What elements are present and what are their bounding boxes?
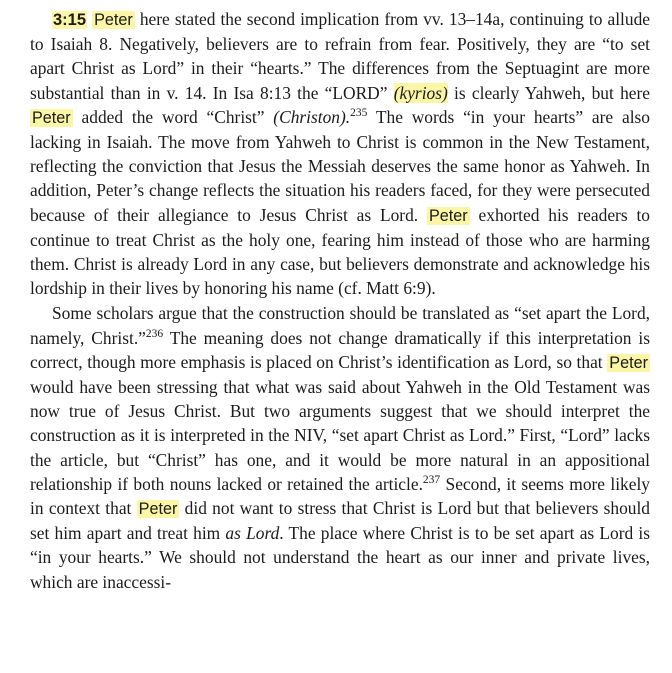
footnote-marker: 235 xyxy=(350,107,368,120)
verse-reference: 3:15 xyxy=(53,11,87,29)
text-segment: is clearly Yahweh, but here xyxy=(447,82,650,103)
commentary-paragraph-1 xyxy=(30,7,650,300)
text-segment: did not want to stress that Christ is Lord but that believers should set him apart and treat him xyxy=(30,498,651,544)
highlighted-name-peter: Peter xyxy=(94,11,133,29)
text-segment: The words “in your hearts” are also lacking in Isaiah. The move from Yahweh to Christ is common in the New Testament, reflecting the conviction that Jesus the Messiah deserves the same honor as Yahweh. In addition, Peter’s change reflects the situation his readers faced, for they were persecuted because of their allegiance to Jesus Christ as Lord. xyxy=(30,106,650,225)
footnote-marker: 237 xyxy=(422,474,441,487)
highlighted-greek-term: (kyrios) xyxy=(393,82,448,103)
highlighted-name-peter: Peter xyxy=(428,206,468,225)
highlighted-name-peter: Peter xyxy=(609,353,648,372)
text-segment: added the word “Christ” xyxy=(72,106,274,127)
text-segment: here stated the second implication from vv. 13–14a, continuing to allude to Isaiah 8. Negatively, believers are to refrain from fear. Positively, they are “to set apart Christ as Lord” in their “hearts.” The differences from the Septuagint are more substantial than in v. 14. In Isa 8:13 the “LORD” xyxy=(30,9,650,103)
text-segment: Second, it seems more likely in context that xyxy=(30,473,650,519)
text-segment: Some scholars argue that the construction should be translated as “set apart the Lord, namely, Christ.” xyxy=(30,303,650,348)
text-segment: The meaning does not change dramatically if this interpretation is correct, though more emphasis is placed on Christ’s identification as Lord, so that xyxy=(30,327,650,372)
emphasis-italic: as Lord xyxy=(225,523,280,544)
highlighted-name-peter: Peter xyxy=(138,500,178,519)
highlighted-name-peter: Peter xyxy=(32,108,71,127)
text-segment: exhorted his readers to continue to treat Christ as the holy one, fearing him instead of those who are harming them. Christ is already Lord in any case, but believers demonstrate and acknowledge his lordship in their lives by honoring his name (cf. Matt 6:9). xyxy=(30,204,650,299)
document-page xyxy=(30,7,650,594)
commentary-paragraph-2 xyxy=(30,301,650,593)
footnote-marker: 236 xyxy=(145,327,164,340)
text-segment: would have been stressing that what was said about Yahweh in the Old Testament was now true of Jesus Christ. But two arguments suggest that we should interpret the construction as it is interpreted in the NIV, “set apart Christ as Lord.” First, “Lord” lacks the article, but “Christ” has one, and it would be more natural in an appositional relationship if both nouns lacked or retained the article. xyxy=(30,377,650,494)
text-segment: . The place where Christ is to be set apart as Lord is “in your hearts.” We should not understand the heart as our inner and private lives, which are inaccessi- xyxy=(30,523,650,592)
greek-term-italic: (Christon). xyxy=(273,106,351,127)
